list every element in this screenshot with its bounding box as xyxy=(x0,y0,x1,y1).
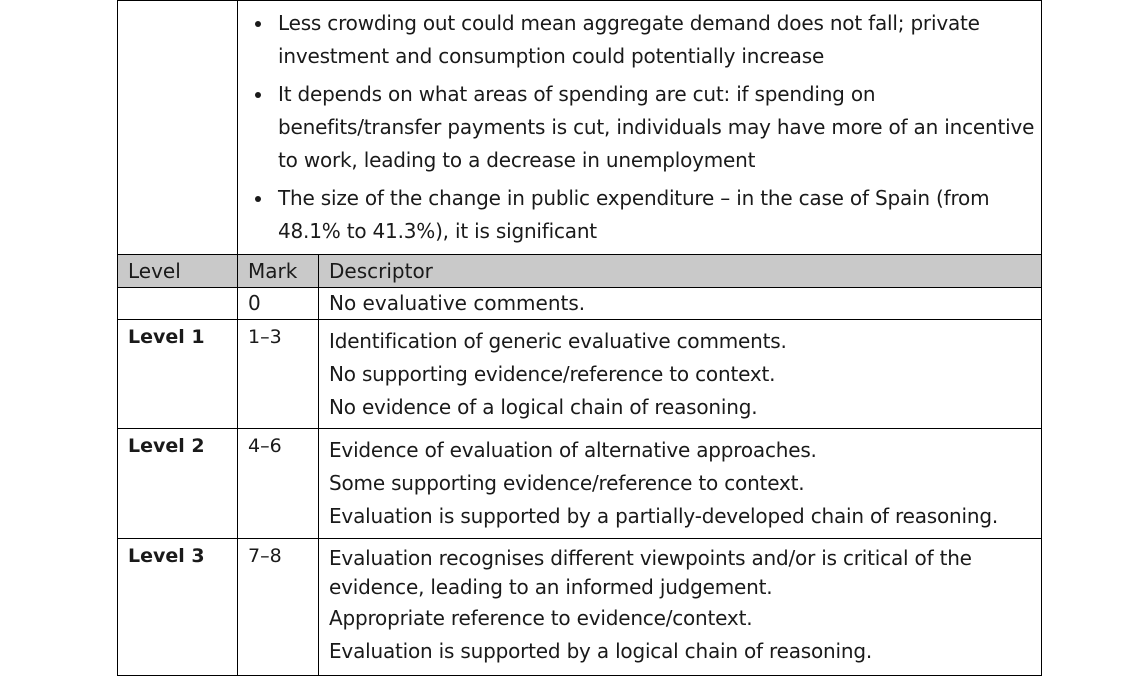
descriptor-line: Evaluation is supported by a partially-developed chain of reasoning. xyxy=(329,504,999,528)
bullets-cell xyxy=(238,1,1042,255)
level-cell: Level 1 xyxy=(118,320,238,429)
header-descriptor: Descriptor xyxy=(319,255,1042,288)
table-row xyxy=(118,320,1042,429)
table-header-row xyxy=(118,255,1042,288)
mark-cell: 7–8 xyxy=(238,539,319,676)
bullets-row xyxy=(118,1,1042,255)
table-row xyxy=(118,539,1042,676)
descriptor-cell xyxy=(319,429,1042,539)
descriptor-line: Evaluation recognises different viewpoints and/or is critical of the evidence, leading to an informed judgement. xyxy=(329,546,972,599)
level-cell: Level 3 xyxy=(118,539,238,676)
header-level: Level xyxy=(118,255,238,288)
mark-cell: 1–3 xyxy=(238,320,319,429)
descriptor-line: Evidence of evaluation of alternative approaches. xyxy=(329,438,817,462)
mark-cell: 0 xyxy=(238,288,319,320)
mark-scheme-document xyxy=(117,0,1041,676)
descriptor-line: Some supporting evidence/reference to context. xyxy=(329,471,805,495)
descriptor-line: No supporting evidence/reference to context. xyxy=(329,362,776,386)
bullet-item: The size of the change in public expenditure – in the case of Spain (from 48.1% to 41.3%), it is significant xyxy=(238,182,1041,248)
descriptor-cell: No evaluative comments. xyxy=(319,288,1042,320)
evaluation-bullet-list xyxy=(238,1,1041,248)
descriptor-line: Evaluation is supported by a logical chain of reasoning. xyxy=(329,639,872,663)
table-row xyxy=(118,288,1042,320)
mark-cell: 4–6 xyxy=(238,429,319,539)
bullet-item: Less crowding out could mean aggregate demand does not fall; private investment and consumption could potentially increase xyxy=(238,7,1041,73)
mark-scheme-table xyxy=(117,0,1042,676)
descriptor-line: No evidence of a logical chain of reasoning. xyxy=(329,395,758,419)
header-mark: Mark xyxy=(238,255,319,288)
table-row xyxy=(118,429,1042,539)
descriptor-cell xyxy=(319,539,1042,676)
level-cell xyxy=(118,288,238,320)
level-cell: Level 2 xyxy=(118,429,238,539)
descriptor-line: Identification of generic evaluative comments. xyxy=(329,329,787,353)
bullets-empty-cell xyxy=(118,1,238,255)
bullet-item: It depends on what areas of spending are cut: if spending on benefits/transfer payments is cut, individuals may have more of an incentive to work, leading to a decrease in unemployment xyxy=(238,78,1041,177)
descriptor-cell xyxy=(319,320,1042,429)
descriptor-line: Appropriate reference to evidence/context. xyxy=(329,606,753,630)
